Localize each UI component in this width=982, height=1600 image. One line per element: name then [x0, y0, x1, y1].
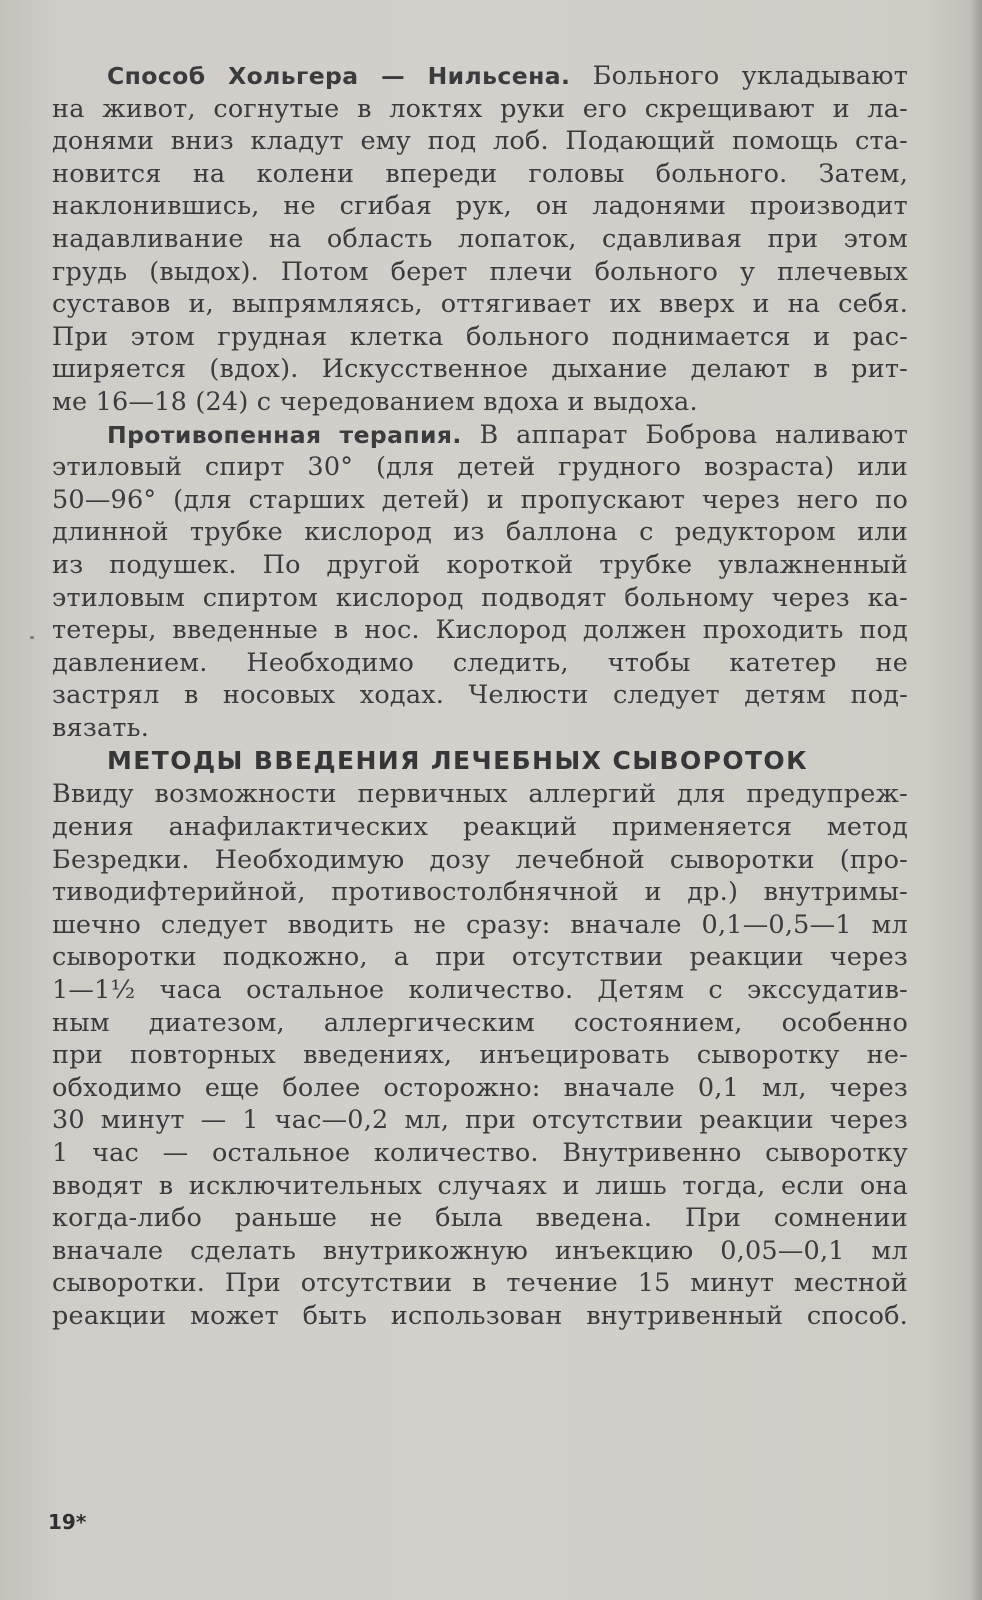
paragraph-antifoam-therapy: [52, 419, 908, 745]
text-line: этиловый спирт 30° (для детей грудного возраста) или: [52, 452, 908, 483]
text-line: 30 минут — 1 час—0,2 мл, при отсутствии реакции через: [52, 1105, 908, 1136]
paragraph-title: Противопенная терапия.: [107, 420, 462, 449]
text-line: на живот, согнутые в локтях руки его скрещивают и ла-: [52, 93, 908, 124]
page-text: [52, 60, 908, 1333]
text-line: шечно следует вводить не сразу: вначале 0,1—0,5—1 мл: [52, 909, 908, 940]
print-speck: [30, 636, 34, 639]
text-line: застрял в носовых ходах. Челюсти следует детям под-: [52, 680, 908, 711]
text-line: из подушек. По другой короткой трубке увлажненный: [52, 549, 908, 580]
text-line: давлением. Необходимо следить, чтобы катетер не: [52, 647, 908, 678]
text-line: наклонившись, не сгибая рук, он ладонями производит: [52, 191, 908, 222]
text-line: Ввиду возможности первичных аллергий для предупреж-: [52, 779, 908, 810]
text-line: когда-либо раньше не была введена. При сомнении: [52, 1203, 908, 1234]
text-line: При этом грудная клетка больного поднимается и рас-: [52, 321, 908, 352]
text-line: вначале сделать внутрикожную инъекцию 0,05—0,1 мл: [52, 1235, 908, 1266]
section-heading: МЕТОДЫ ВВЕДЕНИЯ ЛЕЧЕБНЫХ СЫВОРОТОК: [107, 746, 808, 776]
paragraph-first-line-text: В аппарат Боброва наливают: [479, 419, 908, 450]
text-line: грудь (выдох). Потом берет плечи больного у плечевых: [52, 256, 908, 287]
text-line: тиводифтерийной, противостолбнячной и др.) внутримы-: [52, 877, 908, 908]
text-line: Безредки. Необходимую дозу лечебной сыворотки (про-: [52, 844, 908, 875]
text-line: длинной трубке кислород из баллона с редуктором или: [52, 517, 908, 548]
text-line: суставов и, выпрямляясь, оттягивает их вверх и на себя.: [52, 289, 908, 320]
text-line: ширяется (вдох). Искусственное дыхание делают в рит-: [52, 354, 908, 385]
text-line: при повторных введениях, инъецировать сыворотку не-: [52, 1040, 908, 1071]
text-line: ме 16—18 (24) с чередованием вдоха и выдоха.: [52, 386, 698, 417]
text-line: донями вниз кладут ему под лоб. Подающий помощь ста-: [52, 126, 908, 157]
text-line: обходимо еще более осторожно: вначале 0,1 мл, через: [52, 1072, 908, 1103]
paragraph-first-line: [52, 419, 908, 452]
text-line: реакции может быть использован внутривенный способ.: [52, 1300, 908, 1331]
text-line: 1—1½ часа остальное количество. Детям с экссудатив-: [52, 975, 908, 1006]
text-line: дения анафилактических реакций применяется метод: [52, 812, 908, 843]
paragraph-serum-methods: [52, 778, 908, 1332]
text-line: вводят в исключительных случаях и лишь тогда, если она: [52, 1170, 908, 1201]
text-line: 1 час — остальное количество. Внутривенно сыворотку: [52, 1138, 908, 1168]
text-line: новится на колени впереди головы больного. Затем,: [52, 158, 908, 189]
paragraph-first-line: [52, 60, 908, 93]
paragraph-first-line-text: Больного укладывают: [592, 61, 908, 91]
page-number: 19*: [48, 1510, 87, 1534]
text-line: 50—96° (для старших детей) и пропускают через него по: [52, 484, 908, 515]
text-line: надавливание на область лопаток, сдавливая при этом: [52, 223, 908, 254]
paragraph-holger-nielsen: [52, 60, 908, 419]
text-line: сыворотки подкожно, а при отсутствии реакции через: [52, 942, 908, 973]
text-line: этиловым спиртом кислород подводят больному через ка-: [52, 582, 908, 613]
text-line: вязать.: [52, 712, 150, 743]
text-line: ным диатезом, аллергическим состоянием, особенно: [52, 1007, 908, 1038]
text-line: тетеры, введенные в нос. Кислород должен проходить под: [52, 615, 908, 646]
paragraph-title: Способ Хольгера — Нильсена.: [107, 62, 571, 90]
text-line: сыворотки. При отсутствии в течение 15 минут местной: [52, 1268, 908, 1299]
